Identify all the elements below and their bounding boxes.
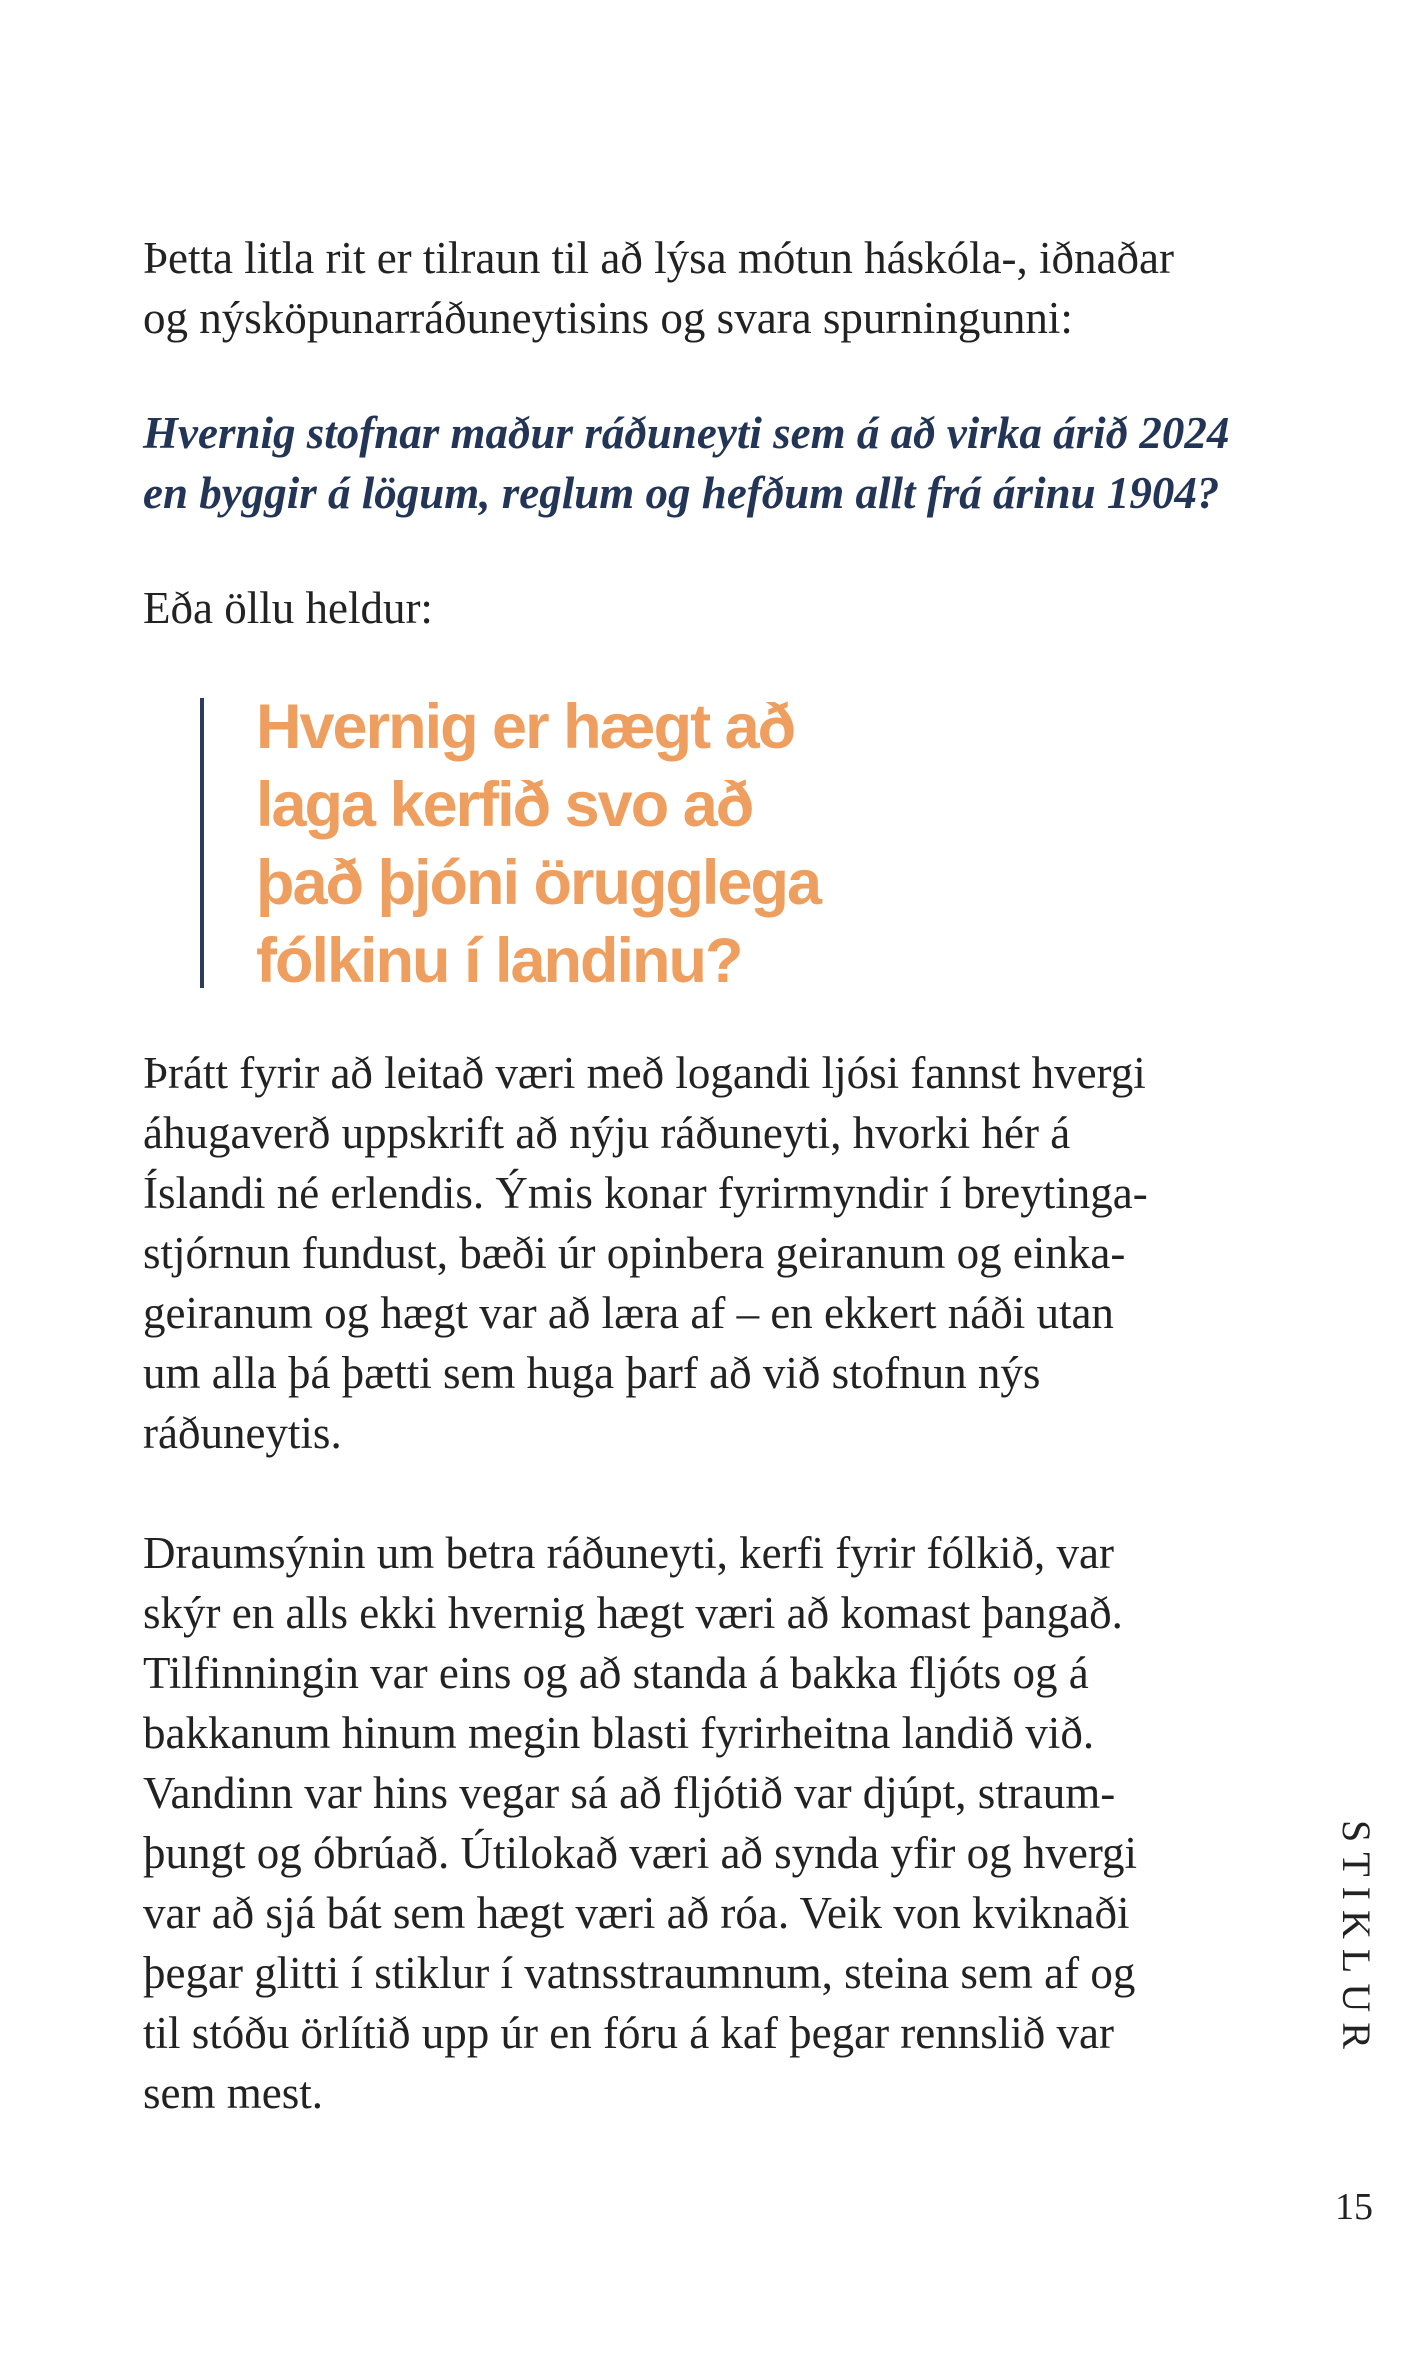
paragraph-line: stjórnun fundust, bæði úr opinbera geiranum og einka- <box>143 1228 1126 1278</box>
paragraph-line: um alla þá þætti sem huga þarf að við stofnun nýs <box>143 1348 1041 1398</box>
pull-quote-line: fólkinu í landinu? <box>256 926 742 996</box>
paragraph-line: þungt og óbrúað. Útilokað væri að synda yfir og hvergi <box>143 1828 1138 1878</box>
running-head: STIKLUR <box>1334 1820 1379 2059</box>
intro-line: Þetta litla rit er tilraun til að lýsa mótun háskóla-, iðnaðar <box>143 233 1174 283</box>
lead-in-text: Eða öllu heldur: <box>143 583 433 633</box>
body-paragraph-3 <box>143 1523 1283 2123</box>
central-question <box>143 403 1283 523</box>
paragraph-line: þegar glitti í stiklur í vatnsstraumnum, steina sem af og <box>143 1948 1136 1998</box>
paragraph-line: geiranum og hægt var að læra af – en ekkert náði utan <box>143 1288 1114 1338</box>
pull-quote-text <box>256 688 1283 1000</box>
paragraph-line: Þrátt fyrir að leitað væri með logandi ljósi fannst hvergi <box>143 1048 1146 1098</box>
question-line: en byggir á lögum, reglum og hefðum allt frá árinu 1904? <box>143 468 1220 518</box>
paragraph-line: Vandinn var hins vegar sá að fljótið var djúpt, straum- <box>143 1768 1116 1818</box>
paragraph-line: bakkanum hinum megin blasti fyrirheitna landið við. <box>143 1708 1095 1758</box>
paragraph-line: Tilfinningin var eins og að standa á bakka fljóts og á <box>143 1648 1089 1698</box>
paragraph-line: Draumsýnin um betra ráðuneyti, kerfi fyrir fólkið, var <box>143 1528 1114 1578</box>
intro-paragraph <box>143 228 1283 348</box>
paragraph-line: áhugaverð uppskrift að nýju ráðuneyti, hvorki hér á <box>143 1108 1071 1158</box>
paragraph-line: Íslandi né erlendis. Ýmis konar fyrirmyndir í breytinga- <box>143 1168 1148 1218</box>
pull-quote-line: það þjóni örugglega <box>256 848 820 918</box>
text-column <box>143 228 1283 2123</box>
paragraph-line: skýr en alls ekki hvernig hægt væri að komast þangað. <box>143 1588 1123 1638</box>
body-paragraph-2 <box>143 1043 1283 1463</box>
pull-quote-line: laga kerfið svo að <box>256 770 753 840</box>
page-number: 15 <box>1335 2186 1373 2228</box>
paragraph-line: var að sjá bát sem hægt væri að róa. Veik von kviknaði <box>143 1888 1130 1938</box>
paragraph-line: til stóðu örlítið upp úr en fóru á kaf þegar rennslið var <box>143 2008 1114 2058</box>
paragraph-line: ráðuneytis. <box>143 1408 342 1458</box>
pull-quote-line: Hvernig er hægt að <box>256 692 795 762</box>
pull-quote <box>200 692 1283 996</box>
question-line: Hvernig stofnar maður ráðuneyti sem á að virka árið 2024 <box>143 408 1230 458</box>
intro-line: og nýsköpunarráðuneytisins og svara spurningunni: <box>143 293 1073 343</box>
paragraph-line: sem mest. <box>143 2068 323 2118</box>
